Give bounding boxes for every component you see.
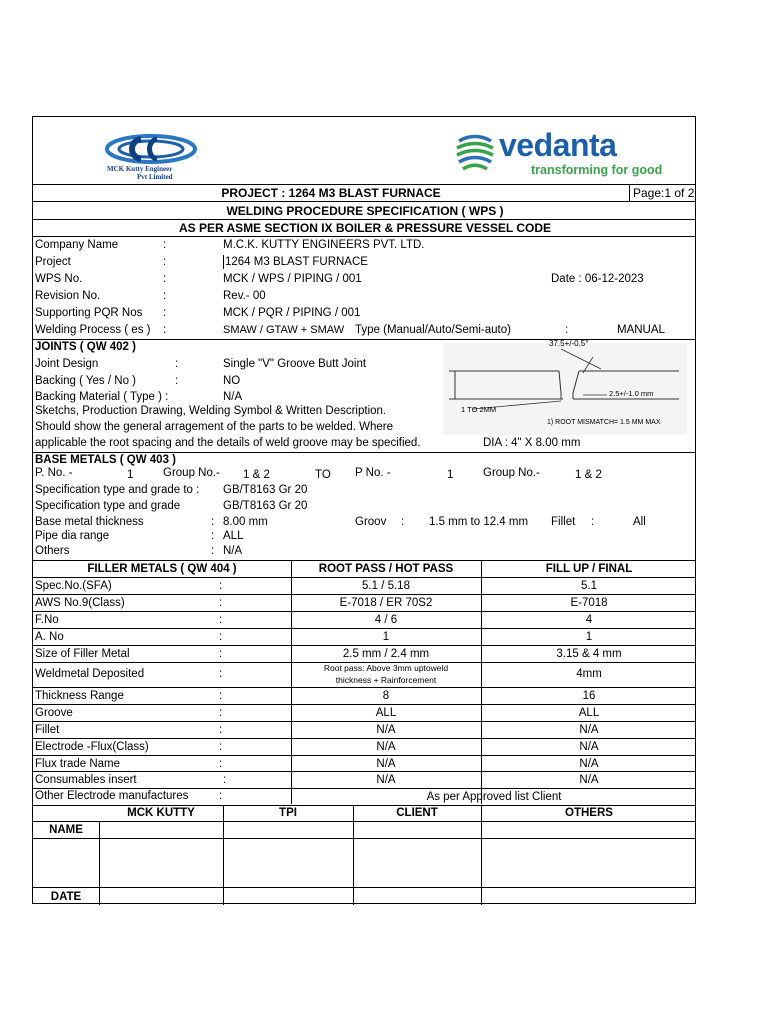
filler-row-label: Flux trade Name — [35, 758, 121, 770]
mck-logo-line2: Pvt Limited — [137, 173, 173, 181]
info-colon: : — [163, 290, 167, 302]
pipe-dia-colon: : — [211, 530, 215, 542]
code-title: AS PER ASME SECTION IX BOILER & PRESSURE VESSEL CODE — [178, 221, 552, 235]
filler-row-label: Fillet — [35, 724, 60, 736]
info-colon: : — [163, 256, 167, 268]
filler-row-label: Size of Filler Metal — [35, 648, 130, 660]
filler-fill-value: 4 — [585, 614, 593, 626]
signoff-name-label: NAME — [49, 824, 83, 836]
filler-row-colon: : — [219, 597, 223, 609]
filler-row-colon: : — [219, 690, 223, 702]
group-label: Group No.- — [163, 467, 220, 479]
info-value: 1264 M3 BLAST FURNACE — [225, 256, 368, 268]
group-value: 1 & 2 — [243, 469, 270, 481]
root-mismatch: 1) ROOT MISMATCH= 1.5 MM MAX — [547, 419, 661, 426]
info-label: Company Name — [35, 239, 119, 251]
groov-label: Groov — [355, 516, 387, 528]
weld-deposit-line2: thickness + Rainforcement — [335, 675, 437, 685]
base-thickness-colon: : — [211, 516, 215, 528]
filler-fill-value: 1 — [585, 631, 593, 643]
vedanta-name: vedanta — [499, 127, 617, 163]
groove-angle: 37.5+/-0.5° — [549, 339, 589, 348]
info-colon: : — [163, 324, 167, 336]
info-label: Supporting PQR Nos — [35, 307, 143, 319]
info-value: M.C.K. KUTTY ENGINEERS PVT. LTD. — [223, 239, 425, 251]
info-value: MCK / WPS / PIPING / 001 — [223, 273, 362, 285]
info-label: Revision No. — [35, 290, 101, 302]
joint-colon: : — [175, 358, 179, 370]
joint-value: NO — [223, 375, 241, 387]
filler-fill-value: 5.1 — [581, 580, 597, 592]
page-indicator: Page:1 of 2 — [633, 186, 695, 200]
filler-root-value: 1 — [382, 631, 390, 643]
pipe-dia: DIA : 4" X 8.00 mm — [483, 437, 581, 449]
info-colon: : — [163, 307, 167, 319]
filler-header: FILLER METALS ( QW 404 ) — [87, 563, 237, 575]
filler-row-colon: : — [219, 648, 223, 660]
fillet-colon: : — [591, 516, 595, 528]
spec-grade-label: Specification type and grade — [35, 500, 181, 512]
joint-label: Backing Material ( Type ) : — [35, 391, 169, 403]
filler-row-label: Spec.No.(SFA) — [35, 580, 112, 592]
joints-title: JOINTS ( QW 402 ) — [35, 341, 136, 353]
filler-fill-value: N/A — [579, 741, 599, 753]
filler-root-value: ALL — [375, 707, 397, 719]
filler-root-value: N/A — [376, 724, 396, 736]
mck-logo-line1: MCK Kutty Engineer — [107, 165, 173, 173]
filler-root-value: 4 / 6 — [374, 614, 398, 626]
p-no-label: P. No. - — [35, 467, 73, 479]
fillet-value: All — [633, 516, 646, 528]
p-no-value: 1 — [127, 469, 134, 481]
groove-sketch — [443, 339, 687, 435]
vedanta-logo — [453, 125, 693, 181]
signoff-header: TPI — [279, 807, 297, 819]
filler-fill-value: 3.15 & 4 mm — [556, 648, 622, 660]
group2-label: Group No.- — [483, 467, 540, 479]
filler-fill-value: 4mm — [576, 668, 602, 680]
filler-fill-value: N/A — [579, 774, 599, 786]
filler-fill-value: ALL — [578, 707, 600, 719]
filler-row-label: A. No — [35, 631, 64, 643]
filler-row-colon: : — [219, 614, 223, 626]
spec-grade-value: GB/T8163 Gr 20 — [223, 484, 308, 496]
others-colon: : — [211, 545, 215, 557]
joint-note: applicable the root spacing and the details of weld groove may be specified. — [35, 437, 421, 449]
p-no2-value: 1 — [447, 469, 454, 481]
mck-logo — [81, 127, 221, 187]
joint-colon: : — [175, 375, 179, 387]
wps-title: WELDING PROCEDURE SPECIFICATION ( WPS ) — [226, 204, 504, 218]
project-title: PROJECT : 1264 M3 BLAST FURNACE — [221, 186, 441, 200]
filler-root-value: N/A — [376, 774, 396, 786]
info-value: SMAW / GTAW + SMAW — [223, 324, 345, 336]
other-electrode-colon: : — [219, 790, 223, 802]
info-colon: : — [163, 273, 167, 285]
type-value: MANUAL — [617, 324, 665, 336]
filler-root-value: 8 — [382, 690, 390, 702]
filler-root-value: 5.1 / 5.18 — [362, 580, 410, 592]
others-label: Others — [35, 545, 70, 557]
signoff-date-label: DATE — [50, 891, 82, 903]
signoff-header: OTHERS — [565, 807, 613, 819]
filler-row-colon: : — [219, 707, 223, 719]
type-colon: : — [565, 324, 569, 336]
pipe-dia-label: Pipe dia range — [35, 530, 110, 542]
joint-label: Backing ( Yes / No ) — [35, 375, 136, 387]
base-metals-title: BASE METALS ( QW 403 ) — [35, 454, 176, 466]
filler-header: FILL UP / FINAL — [545, 563, 633, 575]
vedanta-tagline: transforming for good — [531, 163, 663, 177]
info-value: MCK / PQR / PIPING / 001 — [223, 307, 361, 319]
info-colon: : — [163, 239, 167, 251]
info-label: Project — [35, 256, 71, 268]
weld-deposit-line1: Root pass: Above 3mm uptoweld — [323, 663, 449, 673]
spec-grade-label: Specification type and grade to : — [35, 484, 200, 496]
signoff-header: CLIENT — [396, 807, 438, 819]
filler-row-label: AWS No.9(Class) — [35, 597, 125, 609]
filler-row-colon: : — [219, 631, 223, 643]
info-label: WPS No. — [35, 273, 83, 285]
other-electrode-value: As per Approved list Client — [426, 791, 562, 803]
filler-row-colon: : — [219, 580, 223, 592]
joint-value: Single "V" Groove Butt Joint — [223, 358, 367, 370]
groov-colon: : — [401, 516, 405, 528]
groov-value: 1.5 mm to 12.4 mm — [429, 516, 529, 528]
joint-note: Sketchs, Production Drawing, Welding Symbol & Written Description. — [35, 405, 387, 417]
filler-root-value: E-7018 / ER 70S2 — [339, 597, 433, 609]
filler-root-value: N/A — [376, 741, 396, 753]
filler-row-colon: : — [219, 668, 223, 680]
joint-note: Should show the general arragement of the parts to be welded. Where — [35, 421, 393, 433]
root-face: 2.5+/-1.0 mm — [609, 389, 654, 398]
p-no2-label: P No. - — [355, 467, 391, 479]
vedanta-leaf-icon — [455, 131, 495, 175]
root-gap: 1 TO 2MM — [461, 405, 497, 414]
spec-grade-value: GB/T8163 Gr 20 — [223, 500, 308, 512]
base-thickness-label: Base metal thickness — [35, 516, 144, 528]
filler-row-label: Electrode -Flux(Class) — [35, 741, 149, 753]
filler-header: ROOT PASS / HOT PASS — [318, 563, 454, 575]
base-thickness-value: 8.00 mm — [223, 516, 268, 528]
filler-root-value: N/A — [376, 758, 396, 770]
filler-root-value: 2.5 mm / 2.4 mm — [342, 648, 430, 660]
wps-date: Date : 06-12-2023 — [551, 273, 644, 285]
others-value: N/A — [223, 545, 243, 557]
filler-row-colon: : — [223, 774, 227, 786]
filler-row-label: F.No — [35, 614, 59, 626]
to-label: TO — [315, 469, 331, 481]
other-electrode-label: Other Electrode manufactures — [35, 790, 189, 802]
type-label: Type (Manual/Auto/Semi-auto) — [355, 324, 511, 336]
joint-value: N/A — [223, 391, 243, 403]
pipe-dia-value: ALL — [223, 530, 244, 542]
filler-row-label: Consumables insert — [35, 774, 137, 786]
filler-row-label: Thickness Range — [35, 690, 124, 702]
filler-row-colon: : — [219, 741, 223, 753]
filler-row-label: Weldmetal Deposited — [35, 668, 145, 680]
joint-label: Joint Design — [35, 358, 99, 370]
filler-fill-value: 16 — [582, 690, 596, 702]
filler-row-colon: : — [219, 724, 223, 736]
group2-value: 1 & 2 — [575, 469, 602, 481]
fillet-label: Fillet — [551, 516, 576, 528]
info-value: Rev.- 00 — [223, 290, 266, 302]
filler-row-colon: : — [219, 758, 223, 770]
signoff-header: MCK KUTTY — [127, 807, 195, 819]
info-label: Welding Process ( es ) — [35, 324, 151, 336]
wps-sheet — [32, 116, 696, 904]
filler-fill-value: E-7018 — [570, 597, 608, 609]
filler-fill-value: N/A — [579, 758, 599, 770]
filler-row-label: Groove — [35, 707, 73, 719]
filler-fill-value: N/A — [579, 724, 599, 736]
